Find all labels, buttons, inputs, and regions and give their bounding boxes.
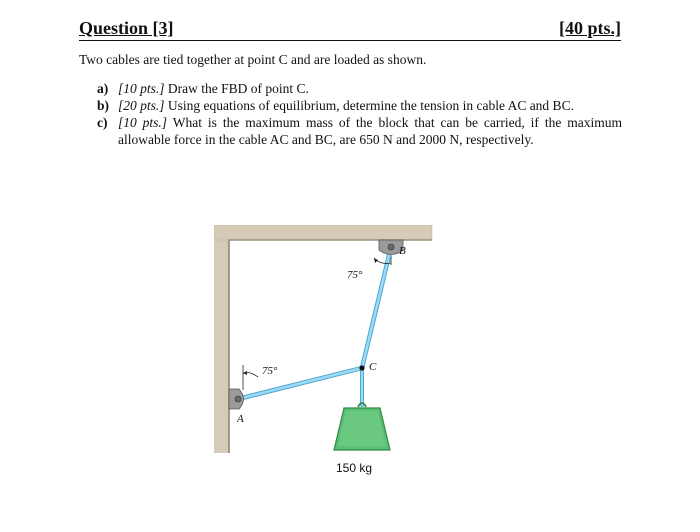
part-a-label: a) bbox=[97, 81, 109, 96]
question-title: Question [3] bbox=[79, 18, 174, 38]
angle-label-left: 75° bbox=[262, 365, 278, 377]
part-a bbox=[97, 80, 622, 97]
part-b-label: b) bbox=[97, 98, 110, 113]
question-header bbox=[79, 18, 621, 41]
mass-block bbox=[334, 403, 390, 450]
support-walls bbox=[214, 225, 432, 453]
part-a-text: Draw the FBD of point C. bbox=[167, 81, 309, 96]
pulley-a bbox=[229, 389, 244, 409]
label-b: B bbox=[399, 245, 406, 257]
label-a: A bbox=[237, 413, 244, 425]
mass-label: 150 kg bbox=[336, 461, 373, 475]
question-parts bbox=[97, 80, 622, 148]
part-c-text: What is the maximum mass of the block that can be carried, if the maximum allowable force in the cable AC and BC, are 650 N and 2000 N, respectively. bbox=[118, 115, 622, 147]
angle-label-top: 75° bbox=[347, 269, 363, 281]
cable-diagram-svg bbox=[214, 225, 434, 485]
cables bbox=[238, 247, 391, 405]
ceiling bbox=[214, 225, 432, 240]
part-c-points: [10 pts.] bbox=[118, 115, 168, 130]
label-c: C bbox=[369, 361, 377, 373]
left-wall bbox=[214, 225, 229, 453]
question-points: [40 pts.] bbox=[559, 18, 621, 38]
wall-edge bbox=[229, 240, 432, 453]
angle-arcs bbox=[243, 258, 391, 377]
cable-diagram bbox=[214, 225, 434, 485]
question-intro: Two cables are tied together at point C and are loaded as shown. bbox=[79, 52, 427, 67]
part-b-text: Using equations of equilibrium, determine the tension in cable AC and BC. bbox=[167, 98, 574, 113]
part-b-points: [20 pts.] bbox=[118, 98, 165, 113]
part-a-points: [10 pts.] bbox=[118, 81, 165, 96]
part-b bbox=[97, 97, 622, 114]
point-c-marker bbox=[359, 365, 364, 370]
part-c-label: c) bbox=[97, 115, 108, 130]
part-c bbox=[97, 114, 622, 148]
